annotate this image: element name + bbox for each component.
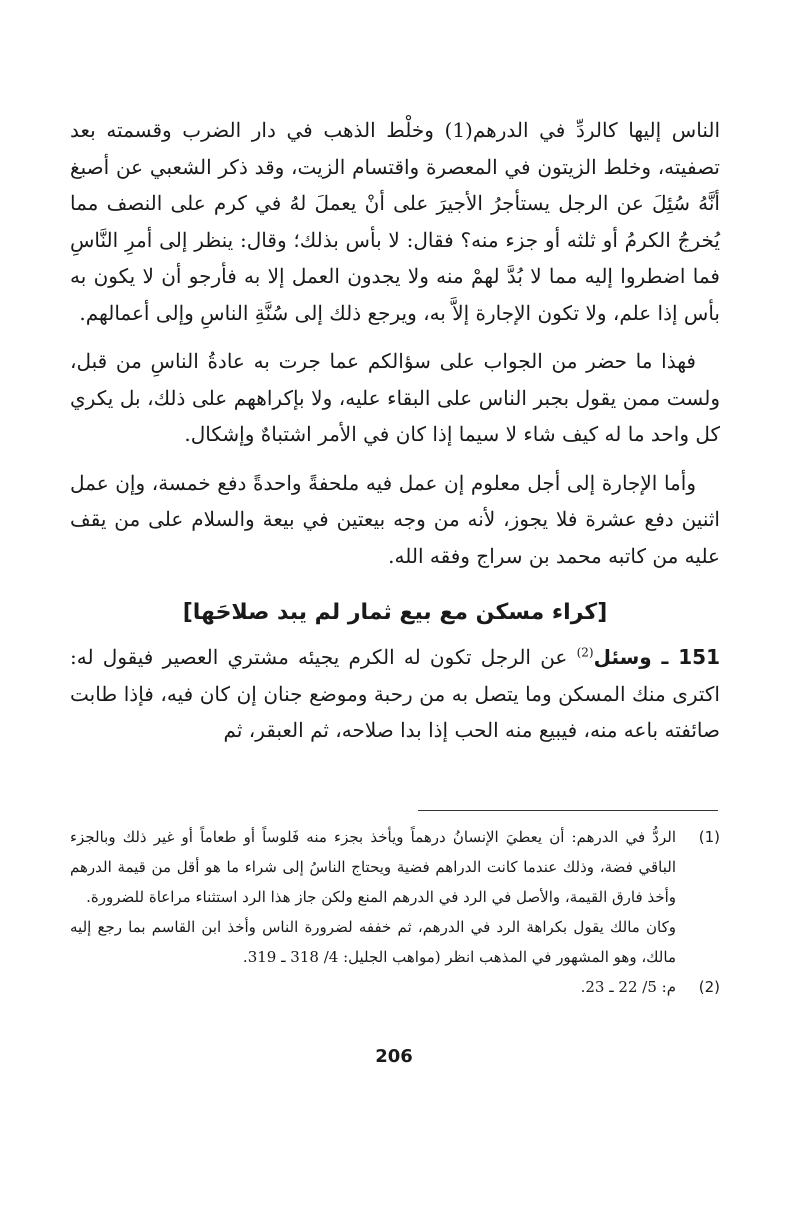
footnote-1-text: الردُّ في الدرهم: أن يعطيَ الإنسانُ درهماً ويأخذ بجزء منه فَلوساً أو طعاماً أو غير ذلك وبالجزء الباقي فضة، وذلك عندما كانت الدراهم فضية ويحتاج الناسُ إلى شراء ما هو أقل من قيمة الدرهم وأخذ فارق القيمة، والأصل في الرد في الدرهم المنع ولكن جاز هذا الرد استثناء مراعاة للضرورة. [70, 828, 676, 906]
paragraph-2 [70, 343, 720, 453]
issue-footnote-ref: (2) [576, 645, 594, 660]
issue-text: عن الرجل تكون له الكرم يجيئه مشتري العصير فيقول له: اكترى منك المسكن وما يتصل به من رحبة وموضع جنان إن كان فيه، فإذا طابت صائفته باعه منه، فيبيع منه الحب إذا بدا صلاحه، ثم العبقر، ثم [70, 645, 720, 742]
issue-number-label: 151 ـ وسئل [593, 645, 720, 669]
footnote-2 [70, 972, 720, 1002]
paragraph-3-text: وأما الإجارة إلى أجل معلوم إن عمل فيه ملحفةً واحدةً دفع خمسة، وإن عمل اثنين دفع عشرة فلا يجوز، لأنه من وجه بيعتين في بيعة والسلام على من يقف عليه من كاتبه محمد بن سراج وفقه الله. [70, 470, 720, 568]
paragraph-2-text: فهذا ما حضر من الجواب على سؤالكم عما جرت به عادةُ الناسِ من قبل، ولست ممن يقول بجبر الناس على البقاء عليه، ولا بإكراههم على ذلك، بل يكري كل واحد ما له كيف شاء لا سيما إذا كان في الأمر اشتباهٌ وإشكال. [70, 349, 720, 446]
footnote-1-continuation: وكان مالك يقول بكراهة الرد في الدرهم، ثم خففه لضرورة الناس وأخذ ابن القاسم بما رجع إليه مالك، وهو المشهور في المذهب انظر (مواهب الجليل: 4/ 318 ـ 319. [70, 918, 676, 966]
body-text [70, 112, 720, 761]
footnote-2-number: (2) [698, 978, 720, 996]
footnote-1 [70, 822, 720, 912]
paragraph-3 [70, 465, 720, 575]
paragraph-1-text: الناس إليها كالردِّ في الدرهم(1) وخلْط الذهب في دار الضرب وقسمته بعد تصفيته، وخلط الزيتون في المعصرة واقتسام الزيت، وقد ذكر الشعبي عن أصبغ أنَّهُ سُئِلَ عن الرجل يستأجرُ الأجيرَ على أنْ يعملَ لهُ في كرم على النصف مما يُخرجُ الكرمُ أو ثلثه أو جزء منه؟ فقال: لا بأس بذلك؛ وقال: ينظر إلى أمرِ النَّاسِ فما اضطروا إليه مما لا بُدَّ لهمْ منه ولا يجدون العمل إلا به فأرجو أن لا يكون به بأس إذا علم، ولا تكون الإجارة إلاَّ به، ويرجع ذلك إلى سُنَّةِ الناسِ وإلى أعمالهم. [70, 118, 721, 325]
section-heading: [كراء مسكن مع بيع ثمار لم يبد صلاحَها] [182, 600, 608, 625]
footnotes [70, 822, 720, 1002]
footnote-2-text: م: 5/ 22 ـ 23. [580, 978, 676, 996]
paragraph-1 [70, 112, 720, 331]
page-number: 206 [375, 1046, 413, 1067]
issue-paragraph [70, 639, 720, 749]
footnote-1-number: (1) [698, 828, 720, 846]
footnote-divider [418, 810, 718, 811]
